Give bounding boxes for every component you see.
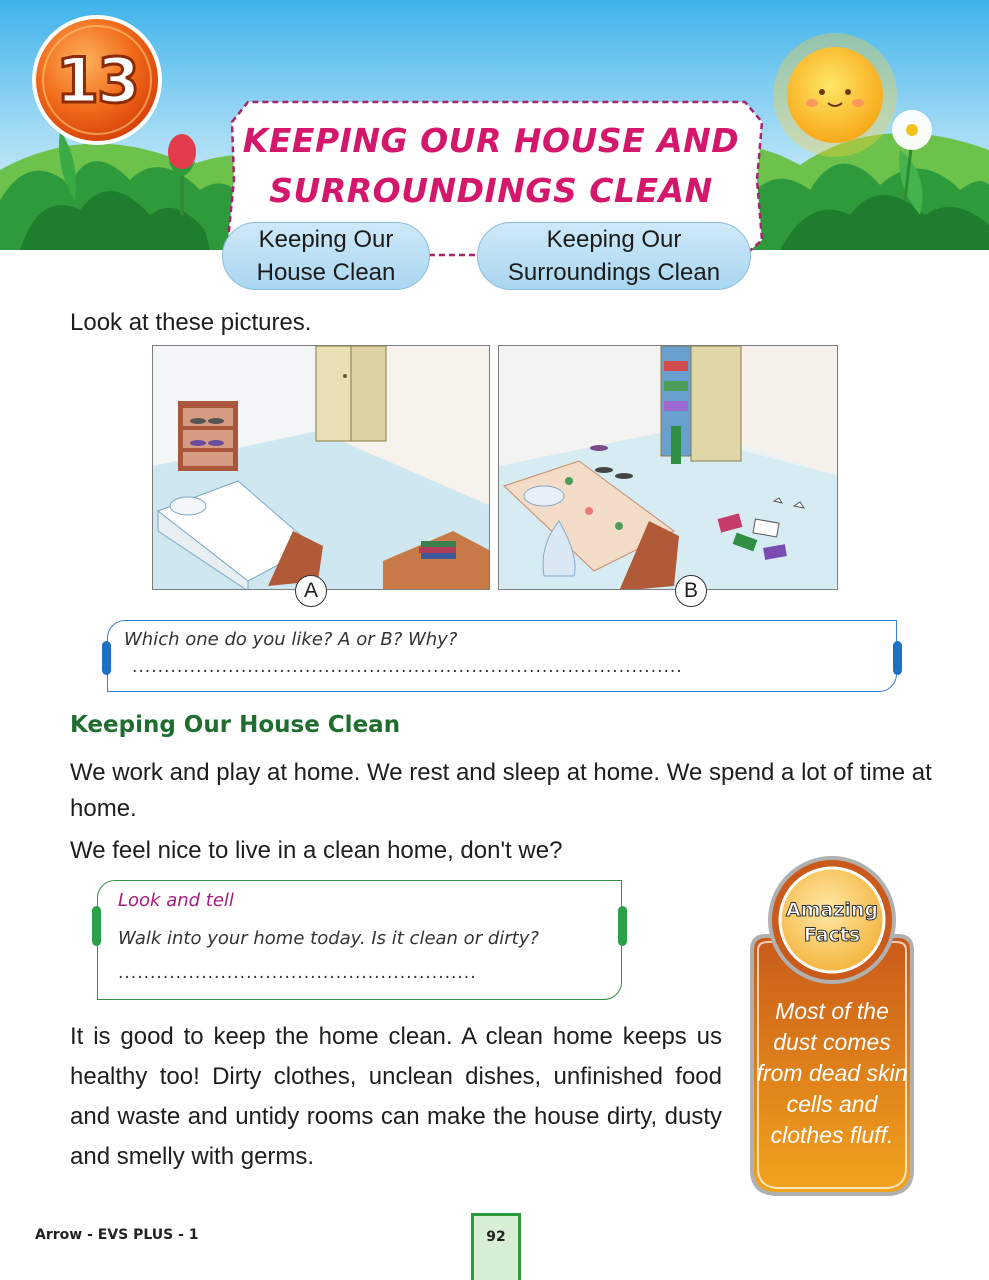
topic-pill-house xyxy=(222,222,430,290)
look-and-tell-box xyxy=(97,880,622,1000)
amazing-facts-title xyxy=(748,898,916,948)
answer-line[interactable]: ...................................................................................... xyxy=(132,657,683,677)
box-tab-left xyxy=(102,641,111,675)
look-and-tell-text: Walk into your home today. Is it clean or dirty? xyxy=(118,928,539,949)
paragraph-1: We work and play at home. We rest and sleep at home. We spend a lot of time at home. xyxy=(70,759,932,822)
picture-clean-room xyxy=(152,345,490,590)
picture-label-b: B xyxy=(675,575,707,607)
paragraph-2: We feel nice to live in a clean home, don't we? xyxy=(70,837,563,864)
chapter-title-line-2: SURROUNDINGS CLEAN xyxy=(269,171,713,210)
topic-pill-surroundings xyxy=(477,222,751,290)
topic-line-1: Keeping Our xyxy=(546,226,682,253)
page-number: 92 xyxy=(471,1213,521,1280)
box-tab-right xyxy=(618,906,627,946)
topic-line-2: House Clean xyxy=(256,259,396,286)
section-heading: Keeping Our House Clean xyxy=(70,712,401,738)
question-text: Which one do you like? A or B? Why? xyxy=(124,629,458,650)
messy-room-illustration xyxy=(499,346,838,590)
box-tab-left xyxy=(92,906,101,946)
chapter-header xyxy=(0,0,989,300)
chapter-badge xyxy=(32,22,162,134)
question-box xyxy=(107,620,897,692)
chapter-number: 13 xyxy=(55,44,139,117)
picture-label-a: A xyxy=(295,575,327,607)
amazing-facts-text: Most of the dust comes from dead skin cells and clothes fluff. xyxy=(756,998,908,1148)
amazing-facts-card xyxy=(748,840,916,1200)
paragraph-3: It is good to keep the home clean. A clean home keeps us healthy too! Dirty clothes, unclean dishes, unfinished food and waste and untidy rooms can make the house dirty, dusty and smelly with germs. xyxy=(70,1023,722,1170)
fact-title-line-2: Facts xyxy=(803,924,861,946)
clean-room-illustration xyxy=(153,346,490,590)
look-and-tell-heading: Look and tell xyxy=(118,890,234,911)
topic-line-2: Surroundings Clean xyxy=(507,259,721,286)
topic-line-1: Keeping Our xyxy=(258,226,394,253)
fact-title-line-1: Amazing xyxy=(785,899,879,921)
picture-pair xyxy=(152,345,838,590)
chapter-title xyxy=(222,116,760,216)
book-title: Arrow - EVS PLUS - 1 xyxy=(35,1227,199,1243)
box-tab-right xyxy=(893,641,902,675)
intro-text: Look at these pictures. xyxy=(70,309,312,336)
answer-line[interactable]: ........................................................ xyxy=(118,963,477,983)
chapter-title-line-1: KEEPING OUR HOUSE AND xyxy=(242,121,740,160)
sun-icon xyxy=(773,33,897,157)
picture-messy-room xyxy=(498,345,838,590)
